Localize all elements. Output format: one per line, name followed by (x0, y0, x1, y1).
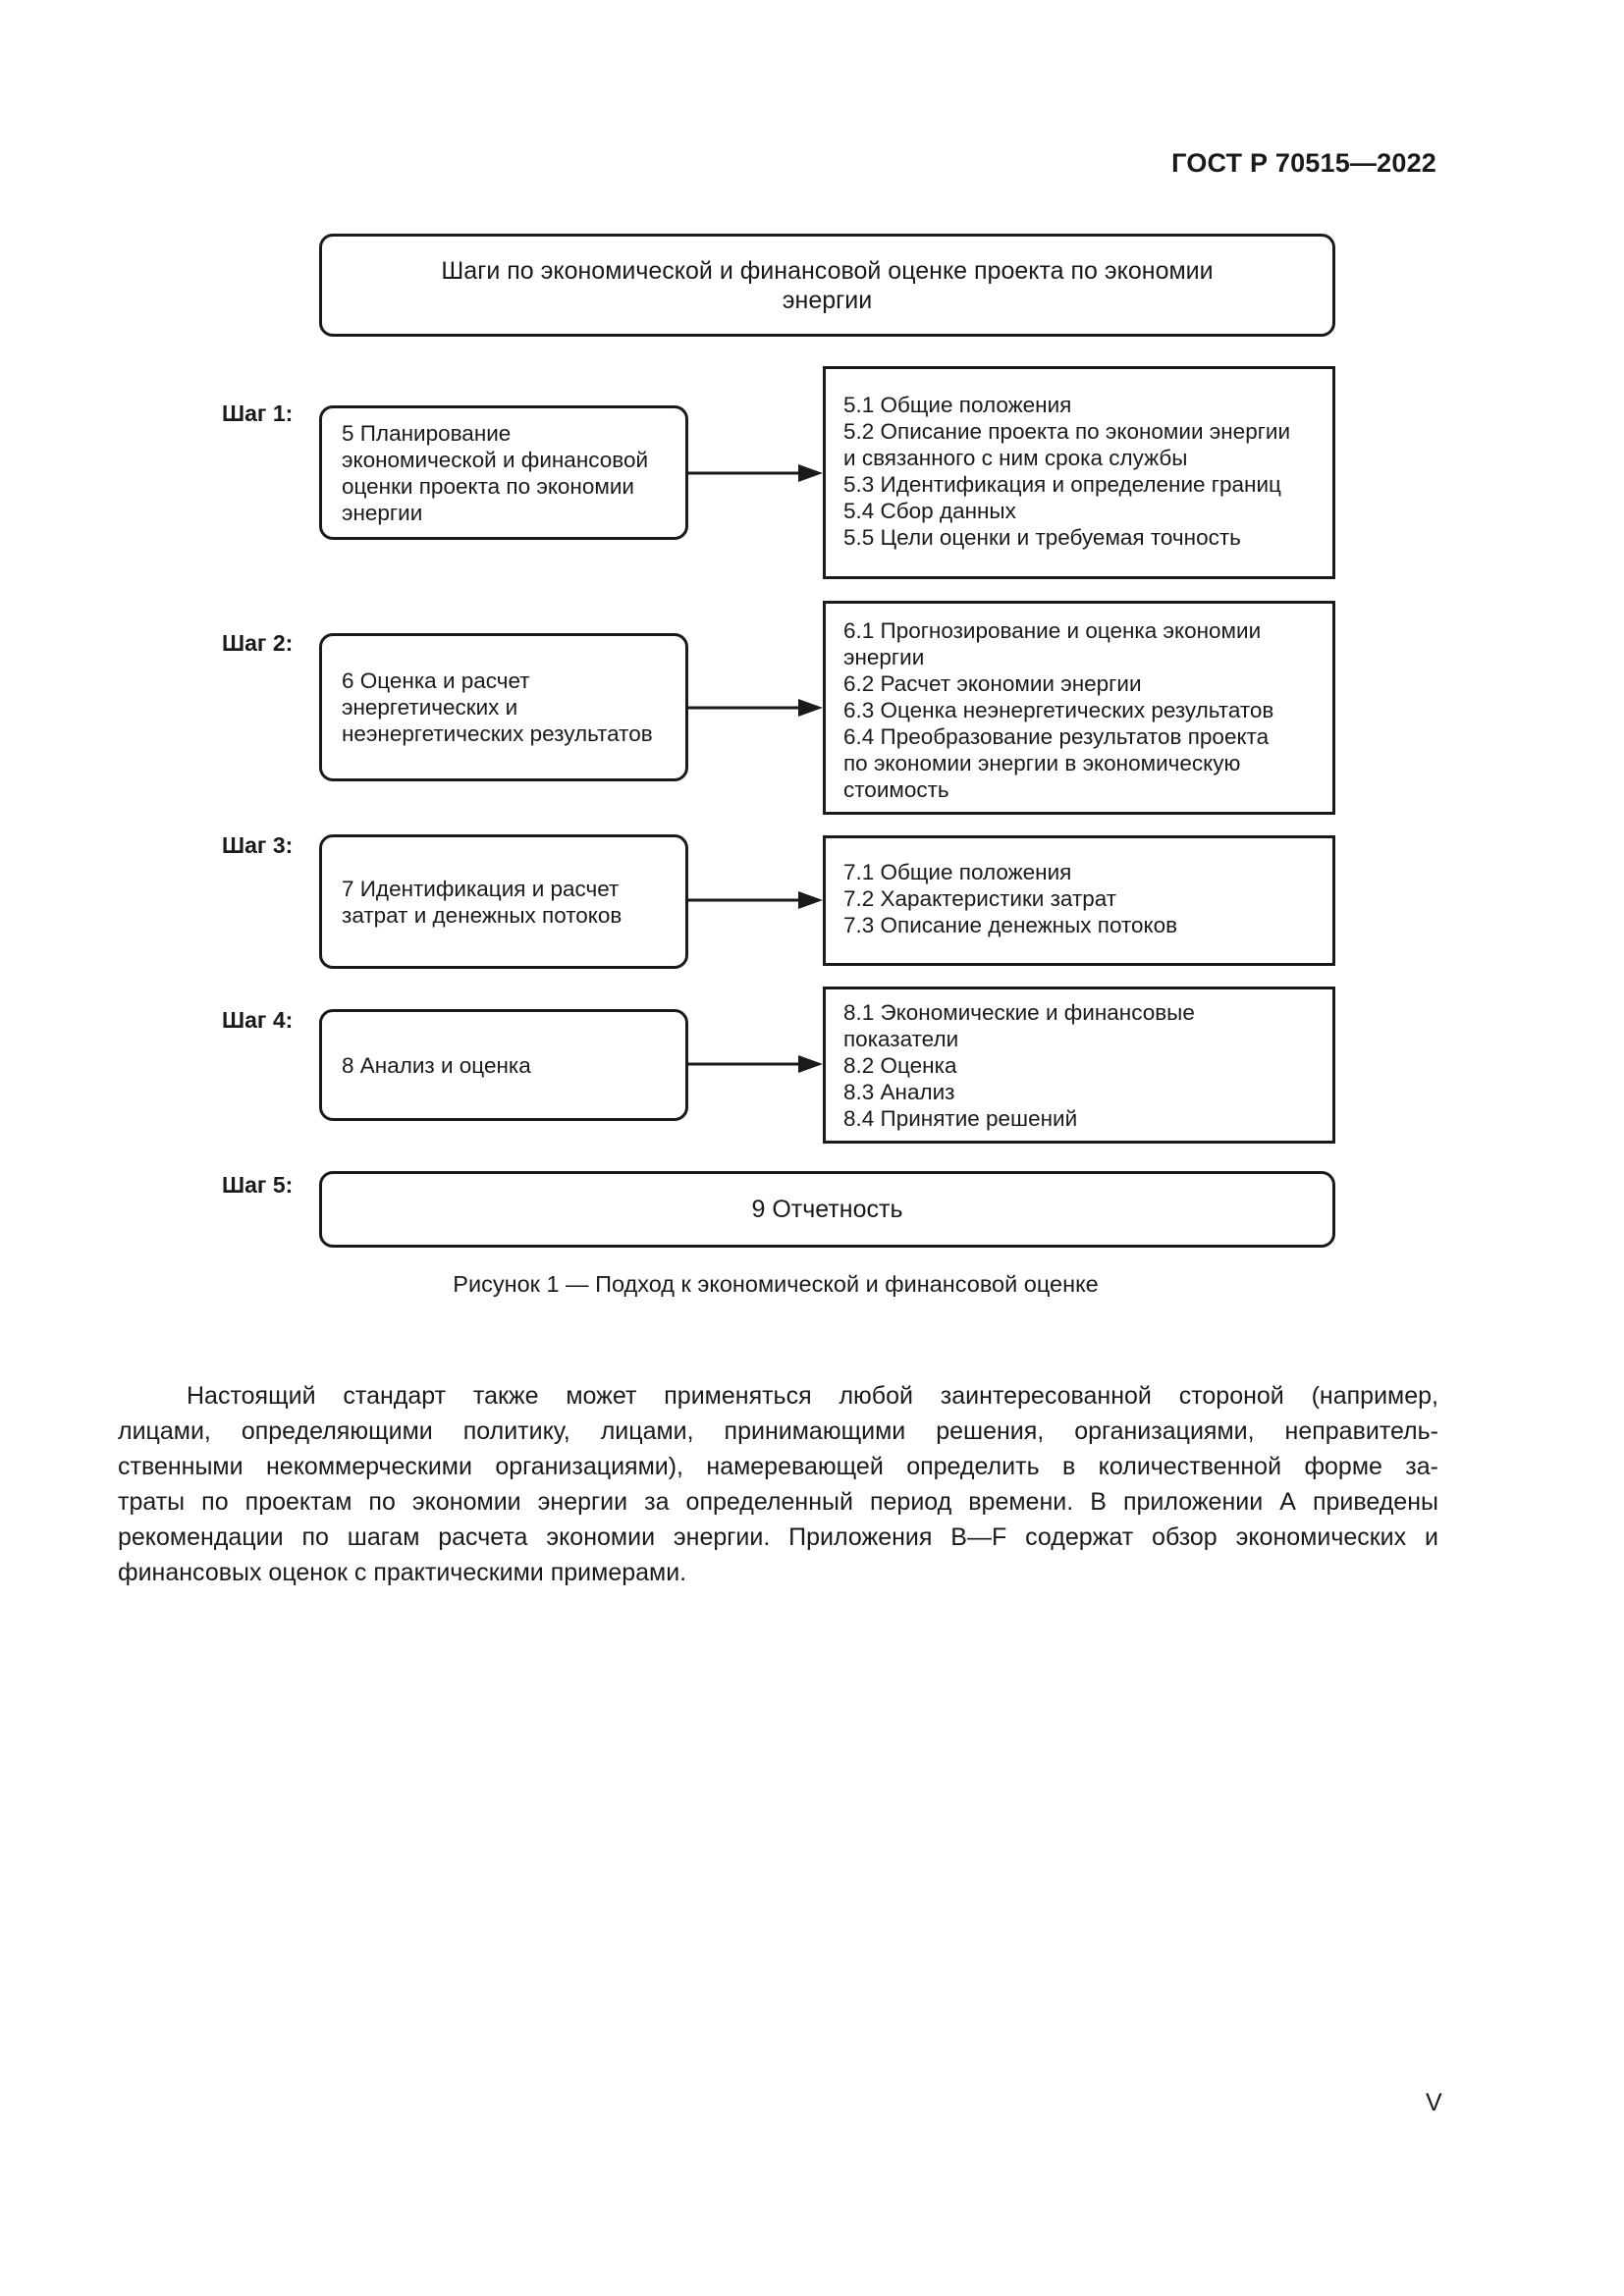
step-4-arrow (688, 1054, 823, 1074)
list-item: 7.1 Общие положения (843, 860, 1072, 884)
step-3-label: Шаг 3: (222, 832, 294, 858)
list-item: 5.5 Цели оценки и требуемая точность (843, 525, 1241, 550)
body-paragraph (118, 1378, 1438, 1590)
step-1-arrow (688, 463, 823, 483)
paragraph-line: лицами, определяющими политику, лицами, принимающими решения, организациями, неправитель- (118, 1417, 1438, 1445)
list-item: 5.3 Идентификация и определение границ (843, 472, 1281, 497)
step-3-box (319, 834, 688, 969)
paragraph-line: траты по проектам по экономии энергии за определенный период времени. В приложении А приведены (118, 1488, 1438, 1516)
step-4-text: 8 Анализ и оценка (342, 1052, 531, 1078)
step-3-details (823, 835, 1335, 966)
step-5-box (319, 1171, 1335, 1248)
step-1-box (319, 405, 688, 540)
step-3-arrow (688, 890, 823, 910)
diagram-title: Шаги по экономической и финансовой оценке проекта по экономии энергии (441, 256, 1214, 314)
list-item: 8.2 Оценка (843, 1053, 957, 1078)
list-item: 6.2 Расчет экономии энергии (843, 671, 1142, 696)
step-1-text: 5 Планирование экономической и финансовой оценки проекта по экономии энергии (342, 420, 649, 525)
page-number: V (1426, 2089, 1442, 2116)
step-2-arrow (688, 698, 823, 718)
paragraph-line: ственными некоммерческими организациями), намеревающей определить в количественной форме за- (118, 1453, 1438, 1480)
list-item: 8.4 Принятие решений (843, 1106, 1078, 1131)
list-item: показатели (843, 1027, 959, 1051)
step-4-label: Шаг 4: (222, 1007, 294, 1033)
step-4-box (319, 1009, 688, 1121)
document-id: ГОСТ Р 70515—2022 (1171, 148, 1436, 178)
list-item: 8.1 Экономические и финансовые (843, 1000, 1195, 1025)
list-item: 7.2 Характеристики затрат (843, 886, 1117, 911)
step-2-details (823, 601, 1335, 815)
list-item: 5.1 Общие положения (843, 393, 1072, 417)
step-5-label: Шаг 5: (222, 1172, 294, 1198)
step-1-label: Шаг 1: (222, 400, 294, 426)
figure-caption: Рисунок 1 — Подход к экономической и финансовой оценке (453, 1271, 1099, 1297)
list-item: 6.1 Прогнозирование и оценка экономии (843, 618, 1262, 643)
list-item: стоимость (843, 777, 949, 802)
paragraph-line: Настоящий стандарт также может применяться любой заинтересованной стороной (например, (187, 1382, 1438, 1410)
list-item: 6.4 Преобразование результатов проекта (843, 724, 1270, 749)
list-item: 5.2 Описание проекта по экономии энергии (843, 419, 1291, 444)
list-item: 6.3 Оценка неэнергетических результатов (843, 698, 1274, 722)
step-2-text: 6 Оценка и расчет энергетических и неэнергетических результатов (342, 668, 653, 746)
paragraph-line: рекомендации по шагам расчета экономии энергии. Приложения B—F содержат обзор экономических и (118, 1523, 1438, 1551)
diagram-title-box (319, 234, 1335, 337)
list-item: по экономии энергии в экономическую (843, 751, 1241, 775)
step-5-text: 9 Отчетность (751, 1195, 903, 1223)
step-2-box (319, 633, 688, 781)
step-4-details (823, 987, 1335, 1144)
list-item: 7.3 Описание денежных потоков (843, 913, 1178, 937)
list-item: и связанного с ним срока службы (843, 446, 1188, 470)
list-item: энергии (843, 645, 925, 669)
step-2-label: Шаг 2: (222, 630, 294, 656)
step-3-text: 7 Идентификация и расчет затрат и денежных потоков (342, 876, 623, 928)
step-1-details (823, 366, 1335, 579)
list-item: 8.3 Анализ (843, 1080, 955, 1104)
paragraph-line: финансовых оценок с практическими примерами. (118, 1559, 687, 1586)
list-item: 5.4 Сбор данных (843, 499, 1016, 523)
